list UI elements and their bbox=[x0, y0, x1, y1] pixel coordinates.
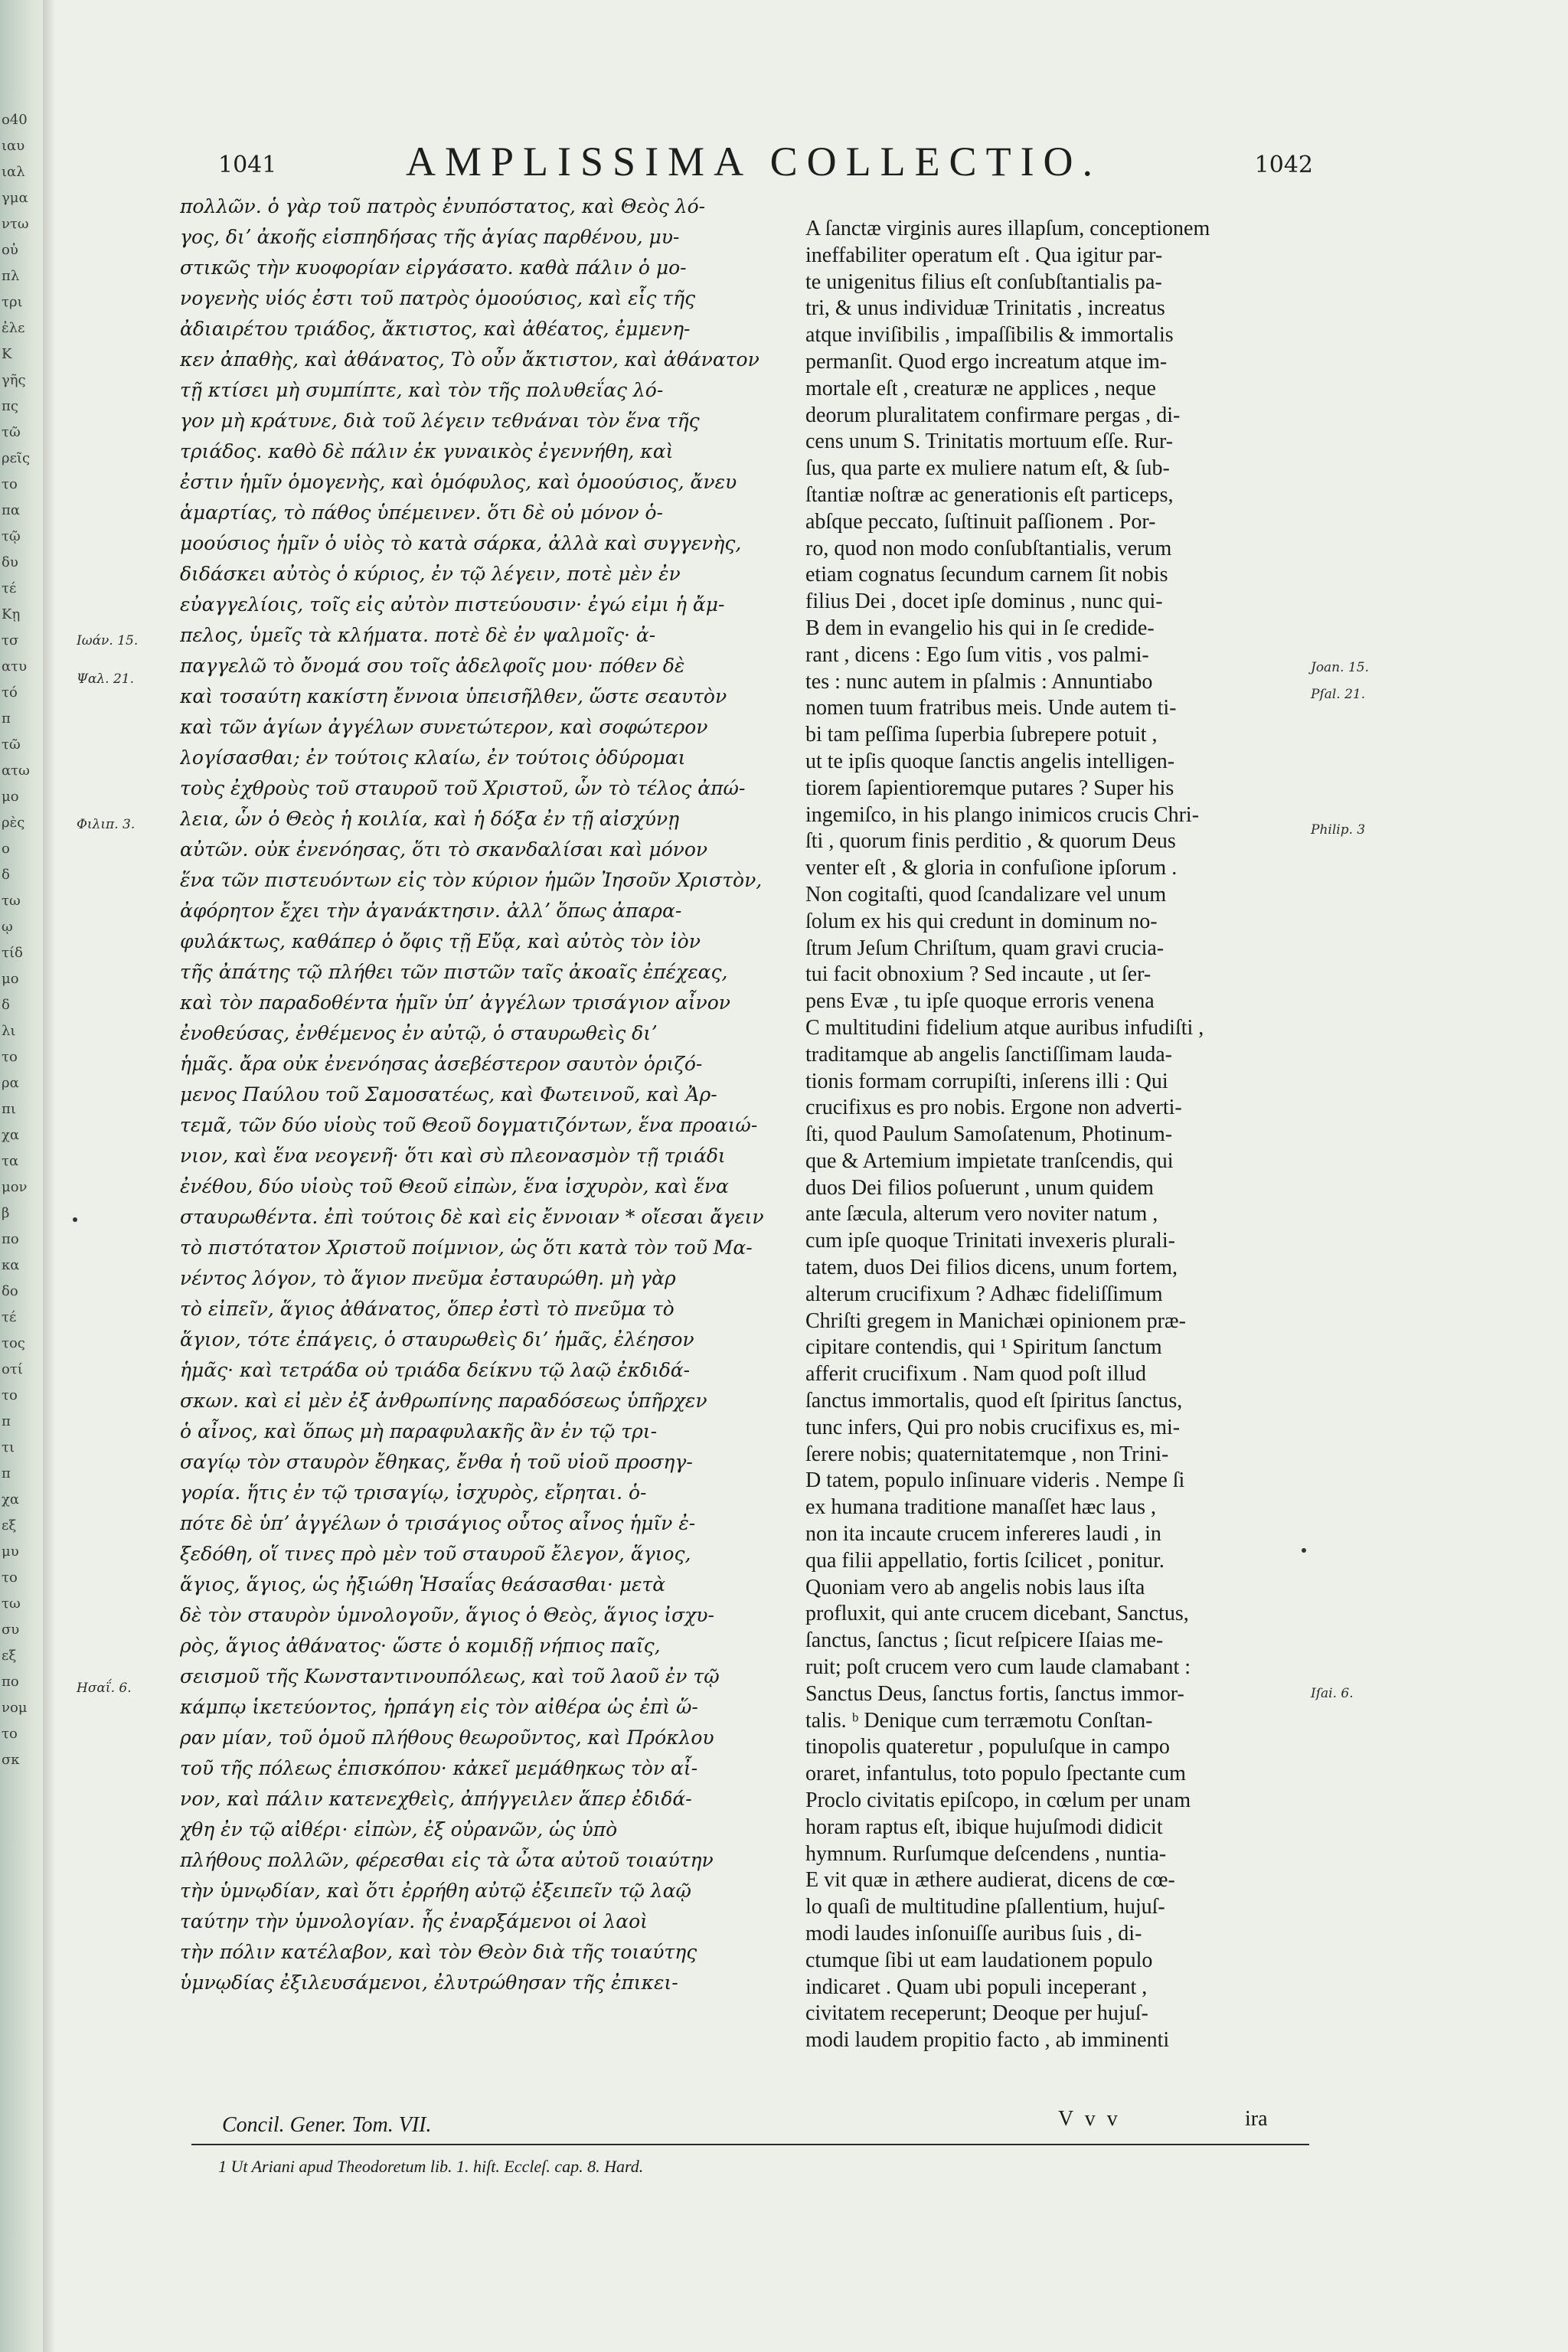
greek-text-line: νιον, καὶ ἕνα νεογενῆ· ὅτι καὶ σὺ πλεονασμὸν τῇ τριάδι bbox=[180, 1145, 726, 1167]
greek-text-line: διδάσκει αὐτὸς ὁ κύριος, ἐν τῷ λέγειν, ποτὲ μὲν ἐν bbox=[180, 563, 681, 585]
greek-text-line: νογενὴς υἱός ἐστι τοῦ πατρὸς ὁμοούσιος, καὶ εἷς τῆς bbox=[180, 287, 696, 309]
latin-text-line: horam raptus eſt, ibique hujuſmodi didicit bbox=[805, 1815, 1163, 1839]
latin-text-line: te unigenitus filius eſt conſubſtantialis pa- bbox=[805, 270, 1162, 294]
greek-text-line: λεια, ὧν ὁ Θεὸς ἡ κοιλία, καὶ ἡ δόξα ἐν τῇ αἰσχύνῃ bbox=[180, 808, 680, 830]
latin-text-line: crucifixus es pro nobis. Ergone non adverti- bbox=[805, 1096, 1182, 1120]
latin-text-line: ſtrum Jeſum Chriſtum, quam gravi crucia- bbox=[805, 936, 1165, 960]
greek-text-line: νέντος λόγον, τὸ ἅγιον πνεῦμα ἐσταυρώθη. μὴ γὰρ bbox=[180, 1267, 676, 1289]
greek-text-line: πότε δὲ ὑπʼ ἀγγέλων ὁ τρισάγιος οὗτος αἶνος ἡμῖν ἐ- bbox=[180, 1512, 696, 1534]
greek-text-line: τριάδος. καθὸ δὲ πάλιν ἐκ γυναικὸς ἐγεννήθη, καὶ bbox=[180, 440, 674, 462]
footnote: 1 Ut Ariani apud Theodoretum lib. 1. hiſt. Eccleſ. cap. 8. Hard. bbox=[218, 2157, 644, 2176]
greek-text-line: ὑμνῳδίας ἐξιλευσάμενοι, ἐλυτρώθησαν τῆς ἐπικει- bbox=[180, 1971, 678, 1994]
latin-text-line: qua filii appellatio, fortis ſcilicet , ponitur. bbox=[805, 1548, 1165, 1573]
page-number-left: 1041 bbox=[218, 152, 277, 178]
margin-note-greek-1: Ιωάν. 15. bbox=[77, 633, 139, 648]
latin-text-line: que & Artemium impietate tranſcendis, qui bbox=[805, 1148, 1174, 1173]
latin-text-line: traditamque ab angelis ſanctiſſimam lauda- bbox=[805, 1042, 1172, 1067]
greek-text-line: λογίσασθαι; ἐν τούτοις κλαίω, ἐν τούτοις ὀδύρομαι bbox=[180, 746, 686, 769]
greek-text-line: ἁμαρτίας, τὸ πάθος ὑπέμεινεν. ὅτι δὲ οὐ μόνον ὁ- bbox=[180, 501, 663, 524]
margin-note-latin-4: Iſai. 6. bbox=[1311, 1686, 1354, 1701]
greek-text-line: σκων. καὶ εἰ μὲν ἐξ ἀνθρωπίνης παραδόσεως ὑπῆρχεν bbox=[180, 1390, 707, 1412]
latin-text-line: tunc infers, Qui pro nobis crucifixus es, mi- bbox=[805, 1415, 1181, 1439]
greek-text-line: τὸ εἰπεῖν, ἅγιος ἀθάνατος, ὅπερ ἐστὶ τὸ πνεῦμα τὸ bbox=[180, 1298, 675, 1320]
latin-text-line: E vit quæ in æthere audierat, dicens de cœ- bbox=[805, 1868, 1175, 1893]
greek-text-line: σαγίῳ τὸν σταυρὸν ἔθηκας, ἔνθα ἡ τοῦ υἱοῦ προσηγ- bbox=[180, 1451, 693, 1473]
greek-text-line: γον μὴ κράτυνε, διὰ τοῦ λέγειν τεθνάναι τὸν ἕνα τῆς bbox=[180, 410, 700, 432]
latin-text-line: ſtantiæ noſtræ ac generationis eſt particeps, bbox=[805, 482, 1174, 507]
margin-note-greek-3: Φιλιπ. 3. bbox=[77, 817, 136, 832]
latin-text-line: indicaret . Quam ubi populi inceperant , bbox=[805, 1975, 1148, 1999]
latin-text-line: filius Dei , docet ipſe dominus , nunc qui- bbox=[805, 590, 1163, 614]
latin-text-line: hymnum. Rurſumque deſcendens , nuntia- bbox=[805, 1841, 1167, 1866]
latin-text-line: Quoniam vero ab angelis nobis laus iſta bbox=[805, 1575, 1145, 1599]
greek-text-line: αὐτῶν. οὐκ ἐνενόησας, ὅτι τὸ σκανδαλίσαι καὶ μόνον bbox=[180, 838, 708, 861]
latin-text-line: C multitudini fidelium atque auribus infudiſti , bbox=[805, 1015, 1204, 1040]
latin-text-line: ut te ipſis quoque ſanctis angelis intelligen- bbox=[805, 749, 1175, 773]
facing-page-edge bbox=[0, 0, 43, 2352]
latin-text-line: D tatem, populo inſinuare videris . Nempe ſi bbox=[805, 1468, 1185, 1493]
greek-text-line: νον, καὶ πάλιν κατενεχθεὶς, ἀπήγγειλεν ἅπερ ἐδιδά- bbox=[180, 1788, 692, 1810]
greek-text-line: τοὺς ἐχθροὺς τοῦ σταυροῦ τοῦ Χριστοῦ, ὧν τὸ τέλος ἀπώ- bbox=[180, 777, 746, 799]
spine-shadow bbox=[43, 0, 55, 2352]
greek-text-line: πλήθους πολλῶν, φέρεσθαι εἰς τὰ ὦτα αὐτοῦ τοιαύτην bbox=[180, 1849, 714, 1871]
greek-text-line: ἅγιος, ἅγιος, ὡς ἠξιώθη Ἡσαΐας θεάσασθαι· μετὰ bbox=[180, 1573, 666, 1596]
greek-text-line: σταυρωθέντα. ἐπὶ τούτοις δὲ καὶ εἰς ἔννοιαν * οἴεσαι ἄγειν bbox=[180, 1206, 764, 1228]
latin-text-line: afferit crucifixum . Nam quod poſt illud bbox=[805, 1362, 1147, 1387]
margin-note-greek-2: Ψαλ. 21. bbox=[77, 671, 135, 687]
latin-text-line: tes : nunc autem in pſalmis : Annuntiabo bbox=[805, 669, 1153, 694]
latin-text-line: profluxit, qui ante crucem dicebant, Sanctus, bbox=[805, 1602, 1189, 1626]
latin-text-line: ex humana traditione manaſſet hæc laus , bbox=[805, 1495, 1156, 1520]
latin-text-line: pens Evæ , tu ipſe quoque erroris venena bbox=[805, 989, 1155, 1014]
latin-text-line: ctumque ſibi ut eam laudationem populo bbox=[805, 1948, 1153, 1972]
latin-text-line: alterum crucifixum ? Adhæc fideliſſimum bbox=[805, 1282, 1163, 1306]
latin-column bbox=[805, 216, 1305, 2054]
latin-text-line: cens unum S. Trinitatis mortuum eſſe. Rur- bbox=[805, 430, 1174, 454]
volume-reference: Concil. Gener. Tom. VII. bbox=[222, 2113, 432, 2137]
latin-text-line: ſti , quorum finis perditio , & quorum Deus bbox=[805, 829, 1176, 854]
greek-text-line: ρὸς, ἅγιος ἀθάνατος· ὥστε ὁ κομιδῇ νήπιος παῖς, bbox=[180, 1635, 661, 1657]
greek-text-line: τοῦ τῆς πόλεως ἐπισκόπου· κἀκεῖ μεμάθηκως τὸν αἶ- bbox=[180, 1757, 698, 1779]
latin-text-line: permanſit. Quod ergo increatum atque im- bbox=[805, 349, 1168, 374]
margin-note-latin-2: Pſal. 21. bbox=[1311, 687, 1366, 702]
latin-text-line: oraret, infantulus, toto populo ſpectante cum bbox=[805, 1762, 1186, 1786]
greek-text-line: πελος, ὑμεῖς τὰ κλήματα. ποτὲ δὲ ἐν ψαλμοῖς· ἀ- bbox=[180, 624, 656, 646]
latin-text-line: rant , dicens : Ego ſum vitis , vos palmi- bbox=[805, 642, 1149, 667]
greek-text-line: ἅγιον, τότε ἐπάγεις, ὁ σταυρωθεὶς διʼ ἡμᾶς, ἐλέησον bbox=[180, 1328, 694, 1351]
latin-text-line: cipitare contendis, qui ¹ Spiritum ſanctum bbox=[805, 1335, 1162, 1360]
latin-text-line: A ſanctæ virginis aures illapſum, conceptionem bbox=[805, 217, 1210, 240]
greek-text-line: τῇ κτίσει μὴ συμπίπτε, καὶ τὸν τῆς πολυθεΐας λό- bbox=[180, 379, 664, 401]
latin-text-line: ineffabiliter operatum eſt . Qua igitur par- bbox=[805, 243, 1163, 267]
greek-text-line: ἡμᾶς· καὶ τετράδα οὐ τριάδα δείκνυ τῷ λαῷ ἐκδιδά- bbox=[180, 1359, 691, 1381]
greek-text-line: τὴν ὑμνῳδίαν, καὶ ὅτι ἐρρήθη αὐτῷ ἐξειπεῖν τῷ λαῷ bbox=[180, 1880, 691, 1902]
latin-text-line: ſanctus immortalis, quod eſt ſpiritus ſanctus, bbox=[805, 1389, 1183, 1413]
latin-text-line: mortale eſt , creaturæ ne applices , neque bbox=[805, 376, 1156, 400]
latin-text-line: ante ſæcula, alterum vero noviter natum , bbox=[805, 1202, 1158, 1227]
facing-page-text: o40 ιαυ ιαλ γμα ντω οὐ πλ τρι ἐλε Κ γῆς πς τῶ ρεῖς το πα τῷ δυ τέ Κῃ τσ ατυ τό π τῶ ατω μο ρὲς ο δ τω ῳ τίδ μο δ λι το ρα πι χα τα μον β πο κα δο τέ τος οτί το π τι π χα εξ μυ το τω συ εξ πο νομ το σκ bbox=[2, 112, 31, 1768]
ink-speck bbox=[73, 1217, 77, 1222]
latin-text-line: ruit; poſt crucem vero cum laude clamabant : bbox=[805, 1655, 1191, 1680]
greek-text-line: χθη ἐν τῷ αἰθέρι· εἰπὼν, ἐξ οὐρανῶν, ὡς ὑπὸ bbox=[180, 1818, 618, 1841]
greek-text-line: μοούσιος ἡμῖν ὁ υἱὸς τὸ κατὰ σάρκα, ἀλλὰ καὶ συγγενὴς, bbox=[180, 532, 742, 554]
greek-text-line: μενος Παύλου τοῦ Σαμοσατέως, καὶ Φωτεινοῦ, καὶ Ἀρ- bbox=[180, 1083, 717, 1106]
catchword: ira bbox=[1245, 2107, 1268, 2131]
greek-text-line: κεν ἀπαθὴς, καὶ ἀθάνατος, Τὸ οὖν ἄκτιστον, καὶ ἀθάνατον bbox=[180, 348, 760, 371]
latin-text-line: abſque peccato, ſuſtinuit paſſionem . Por- bbox=[805, 509, 1156, 534]
page-title: AMPLISSIMA COLLECTIO. bbox=[406, 139, 1102, 185]
latin-text-line: venter eſt , & gloria in confuſione ipſorum . bbox=[805, 856, 1178, 880]
latin-text-line: B dem in evangelio his qui in ſe credide- bbox=[805, 616, 1155, 640]
greek-text-line: καὶ τὸν παραδοθέντα ἡμῖν ὑπʼ ἀγγέλων τρισάγιον αἶνον bbox=[180, 991, 730, 1014]
ink-speck bbox=[1302, 1548, 1306, 1553]
greek-text-line: ἐνέθου, δύο υἱοὺς τοῦ Θεοῦ εἰπὼν, ἕνα ἰσχυρὸν, καὶ ἕνα bbox=[180, 1175, 729, 1197]
greek-text-line: τῆς ἀπάτης τῷ πλήθει τῶν πιστῶν ταῖς ἀκοαῖς ἐπέχεας, bbox=[180, 961, 728, 983]
latin-text-line: tri, & unus individuæ Trinitatis , increatus bbox=[805, 296, 1165, 321]
greek-text-line: ὁ αἶνος, καὶ ὅπως μὴ παραφυλακῆς ἂν ἐν τῷ τρι- bbox=[180, 1420, 658, 1442]
latin-text-line: tionis formam corrupiſti, inſerens illi : Qui bbox=[805, 1069, 1168, 1093]
greek-text-line: ἐστιν ἡμῖν ὁμογενὴς, καὶ ὁμόφυλος, καὶ ὁμοούσιος, ἄνευ bbox=[180, 471, 737, 493]
greek-text-line: καὶ τοσαύτη κακίστη ἔννοια ὑπεισῆλθεν, ὥστε σεαυτὸν bbox=[180, 685, 727, 707]
margin-note-latin-1: Joan. 15. bbox=[1311, 660, 1369, 675]
latin-text-line: ſerere nobis; quaternitatemque , non Trini- bbox=[805, 1442, 1169, 1466]
footnote-rule bbox=[191, 2144, 1309, 2145]
greek-text-line: ταύτην τὴν ὑμνολογίαν. ἧς ἐναρξάμενοι οἱ λαοὶ bbox=[180, 1910, 648, 1932]
greek-text-line: τεμᾶ, τῶν δύο υἱοὺς τοῦ Θεοῦ δογματιζόντων, ἕνα προαιώ- bbox=[180, 1114, 758, 1136]
latin-text-line: deorum pluralitatem confirmare pergas , di- bbox=[805, 403, 1181, 427]
latin-text-line: ingemiſco, in his plango inimicos crucis Chri- bbox=[805, 802, 1200, 827]
latin-text-line: bi tam peſſima ſuperbia ſubrepere potuit , bbox=[805, 723, 1158, 747]
greek-text-line: ραν μίαν, τοῦ ὁμοῦ πλήθους θεωροῦντος, καὶ Πρόκλου bbox=[180, 1726, 714, 1749]
latin-text-line: tiorem ſapientioremque putares ? Super his bbox=[805, 776, 1174, 800]
greek-text-line: δὲ τὸν σταυρὸν ὑμνολογοῦν, ἅγιος ὁ Θεὸς, ἅγιος ἰσχυ- bbox=[180, 1604, 714, 1626]
signature-mark: V v v bbox=[1058, 2107, 1121, 2131]
greek-text-line: εὐαγγελίοις, τοῖς εἰς αὐτὸν πιστεύουσιν· ἐγώ εἰμι ἡ ἄμ- bbox=[180, 593, 725, 616]
latin-text-line: Proclo civitatis epiſcopo, in cœlum per unam bbox=[805, 1788, 1191, 1813]
greek-text-line: γος, διʼ ἀκοῆς εἰσπηδήσας τῆς ἁγίας παρθένου, μυ- bbox=[180, 226, 680, 248]
greek-text-line: ἐνοθεύσας, ἐνθέμενος ἐν αὐτῷ, ὁ σταυρωθεὶς διʼ bbox=[180, 1022, 657, 1044]
latin-text-line: lo quaſi de multitudine pſallentium, hujuſ- bbox=[805, 1895, 1165, 1919]
latin-text-line: ro, quod non modo conſubſtantialis, verum bbox=[805, 536, 1172, 560]
latin-text-line: Non cogitaſti, quod ſcandalizare vel unum bbox=[805, 882, 1167, 906]
greek-text-line: τὸ πιστότατον Χριστοῦ ποίμνιον, ὡς ὅτι κατὰ τὸν τοῦ Μα- bbox=[180, 1236, 753, 1259]
latin-text-line: talis. ᵇ Denique cum terræmotu Conſtan- bbox=[805, 1708, 1153, 1733]
greek-text-line: γορία. ἥτις ἐν τῷ τρισαγίῳ, ἰσχυρὸς, εἴρηται. ὁ- bbox=[180, 1481, 647, 1504]
greek-column bbox=[180, 191, 789, 1998]
greek-text-line: ἀφόρητον ἔχει τὴν ἀγανάκτησιν. ἀλλʼ ὅπως ἀπαρα- bbox=[180, 900, 682, 922]
page-number-right: 1042 bbox=[1254, 152, 1313, 178]
latin-text-line: ſolum ex his qui credunt in dominum no- bbox=[805, 909, 1158, 933]
latin-text-line: Sanctus Deus, ſanctus fortis, ſanctus immor- bbox=[805, 1681, 1184, 1706]
greek-text-line: φυλάκτως, καθάπερ ὁ ὄφις τῇ Εὔᾳ, καὶ αὐτὸς τὸν ἰὸν bbox=[180, 930, 701, 952]
latin-text-line: tinopolis quateretur , populuſque in campo bbox=[805, 1735, 1170, 1759]
latin-text-line: nomen tuum fratribus meis. Unde autem ti- bbox=[805, 696, 1177, 720]
greek-text-line: ἀδιαιρέτου τριάδος, ἄκτιστος, καὶ ἀθέατος, ἐμμενη- bbox=[180, 318, 691, 340]
latin-text-line: ſti, quod Paulum Samoſatenum, Photinum- bbox=[805, 1122, 1173, 1147]
latin-text-line: etiam cognatus ſecundum carnem ſit nobis bbox=[805, 563, 1168, 587]
page-header bbox=[218, 138, 1313, 199]
latin-text-line: modi laudem propitio facto , ab imminenti bbox=[805, 2028, 1170, 2053]
greek-text-line: καὶ τῶν ἁγίων ἀγγέλων συνετώτερον, καὶ σοφώτερον bbox=[180, 716, 708, 738]
latin-text-line: cum ipſe quoque Trinitati invexeris plurali- bbox=[805, 1229, 1175, 1253]
greek-text-line: παγγελῶ τὸ ὄνομά σου τοῖς ἀδελφοῖς μου· πόθεν δὲ bbox=[180, 655, 685, 677]
latin-text-line: non ita incaute crucem infereres laudi , in bbox=[805, 1522, 1161, 1547]
margin-note-greek-4: Ησαΐ. 6. bbox=[77, 1681, 132, 1696]
latin-text-line: ſanctus, ſanctus ; ſicut reſpicere Iſaias me- bbox=[805, 1628, 1164, 1653]
margin-note-latin-3: Philip. 3 bbox=[1311, 822, 1366, 838]
greek-text-line: ἡμᾶς. ἄρα οὐκ ἐνενόησας ἀσεβέστερον σαυτὸν ὁριζό- bbox=[180, 1053, 703, 1075]
latin-text-line: modi laudes inſonuiſſe auribus ſuis , di- bbox=[805, 1922, 1142, 1945]
greek-text-line: πολλῶν. ὁ γὰρ τοῦ πατρὸς ἐνυπόστατος, καὶ Θεὸς λό- bbox=[180, 195, 706, 217]
latin-text-line: tatem, duos Dei filios dicens, unum fortem, bbox=[805, 1256, 1178, 1280]
greek-text-line: τὴν πόλιν κατέλαβον, καὶ τὸν Θεὸν διὰ τῆς τοιαύτης bbox=[180, 1941, 697, 1963]
latin-text-line: civitatem receperunt; Deoque per hujuſ- bbox=[805, 2001, 1148, 2026]
latin-text-line: duos Dei filios poſuerunt , unum quidem bbox=[805, 1175, 1154, 1200]
latin-text-line: Chriſti gregem in Manichæi opinionem præ- bbox=[805, 1308, 1186, 1333]
greek-text-line: κάμπῳ ἱκετεύοντος, ἡρπάγη εἰς τὸν αἰθέρα ὡς ἐπὶ ὥ- bbox=[180, 1696, 698, 1718]
latin-text-line: ſus, qua parte ex muliere natum eſt, & ſub- bbox=[805, 456, 1170, 481]
latin-text-line: atque inviſibilis , impaſſibilis & immortalis bbox=[805, 323, 1174, 348]
greek-text-line: σεισμοῦ τῆς Κωνσταντινουπόλεως, καὶ τοῦ λαοῦ ἐν τῷ bbox=[180, 1665, 720, 1687]
greek-text-line: ἕνα τῶν πιστευόντων εἰς τὸν κύριον ἡμῶν Ἰησοῦν Χριστὸν, bbox=[180, 869, 763, 891]
greek-text-line: στικῶς τὴν κυοφορίαν εἰργάσατο. καθὰ πάλιν ὁ μο- bbox=[180, 256, 687, 279]
latin-text-line: tui facit obnoxium ? Sed incaute , ut ſer- bbox=[805, 962, 1152, 987]
greek-text-line: ξεδόθη, οἵ τινες πρὸ μὲν τοῦ σταυροῦ ἔλεγον, ἅγιος, bbox=[180, 1543, 691, 1565]
